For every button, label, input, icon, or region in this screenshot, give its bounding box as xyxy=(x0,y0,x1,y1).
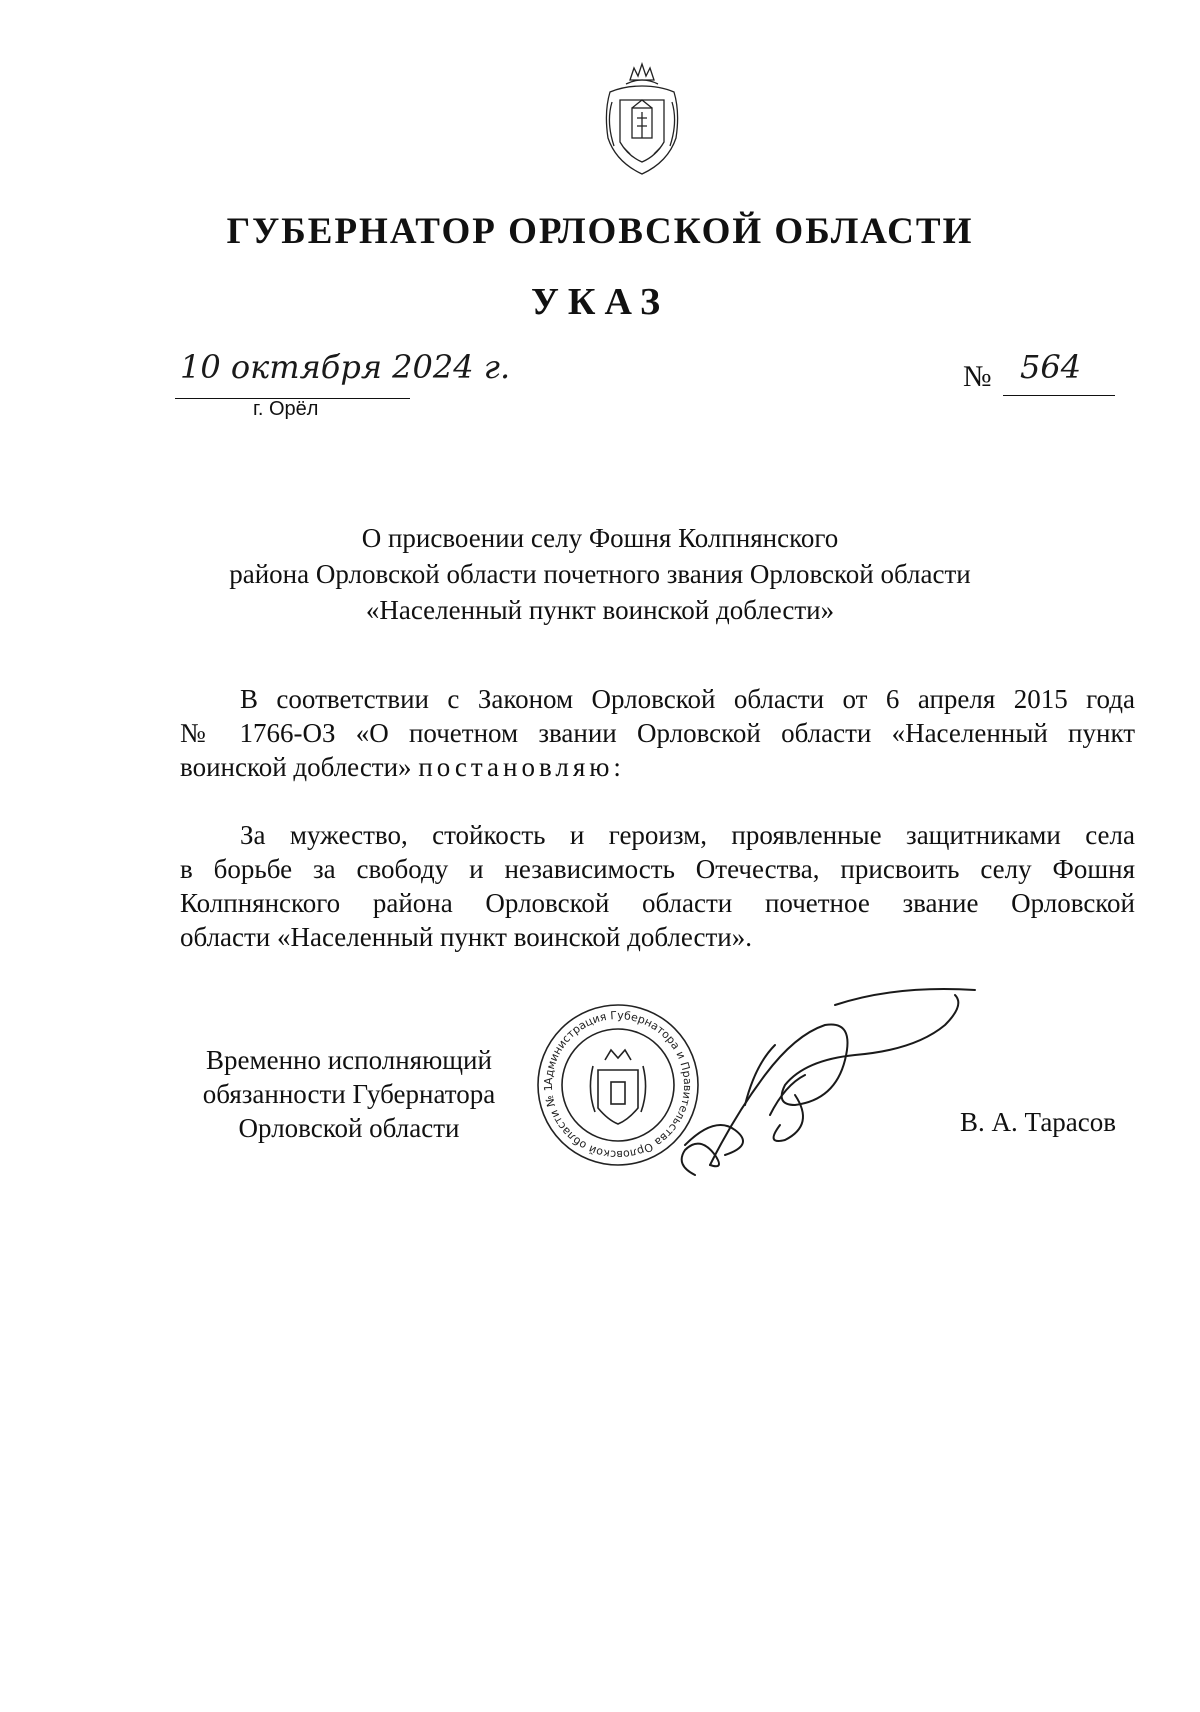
number-sign: № xyxy=(963,360,992,393)
preamble-paragraph xyxy=(180,682,1135,784)
post-line: Временно исполняющий xyxy=(206,1045,492,1075)
coat-of-arms-emblem xyxy=(600,62,684,180)
seal-text: Администрация Губернатора и Правительства Орловской области № 1 xyxy=(541,1008,695,1162)
handwritten-number: 564 xyxy=(1020,348,1082,386)
document-type: УКАЗ xyxy=(531,281,669,323)
subject-line: «Населенный пункт воинской доблести» xyxy=(365,595,835,625)
issuer-title: ГУБЕРНАТОР ОРЛОВСКОЙ ОБЛАСТИ xyxy=(226,211,974,252)
subject-line: О присвоении селу Фошня Колпнянского xyxy=(361,523,839,553)
subject-line: района Орловской области почетного звания Орловской области xyxy=(229,559,971,589)
handwritten-date: 10 октября 2024 г. xyxy=(180,348,511,386)
paragraph-line: № 1766-ОЗ «О почетном звании Орловской области «Населенный пункт xyxy=(180,718,1135,748)
decree-subject xyxy=(0,520,1200,628)
number-underline xyxy=(1003,395,1115,396)
paragraph-line: За мужество, стойкость и героизм, проявленные защитниками села xyxy=(240,820,1135,850)
handwritten-signature xyxy=(655,965,995,1205)
signer-name: В. А. Тарасов xyxy=(960,1107,1117,1137)
resolution-word: постановляю: xyxy=(418,752,625,782)
paragraph-line: Колпнянского района Орловской области почетное звание Орловской xyxy=(180,888,1135,918)
signatory-post xyxy=(180,1043,518,1145)
paragraph-text: воинской доблести» xyxy=(180,752,412,782)
post-line: Орловской области xyxy=(238,1113,460,1143)
paragraph-line xyxy=(180,750,1135,784)
post-line: обязанности Губернатора xyxy=(202,1079,496,1109)
city: г. Орёл xyxy=(253,398,319,420)
resolution-paragraph xyxy=(180,818,1135,954)
paragraph-line: в борьбе за свободу и независимость Отечества, присвоить селу Фошня xyxy=(180,854,1135,884)
paragraph-line: области «Населенный пункт воинской доблести». xyxy=(180,922,752,952)
paragraph-line: В соответствии с Законом Орловской области от 6 апреля 2015 года xyxy=(240,684,1135,714)
